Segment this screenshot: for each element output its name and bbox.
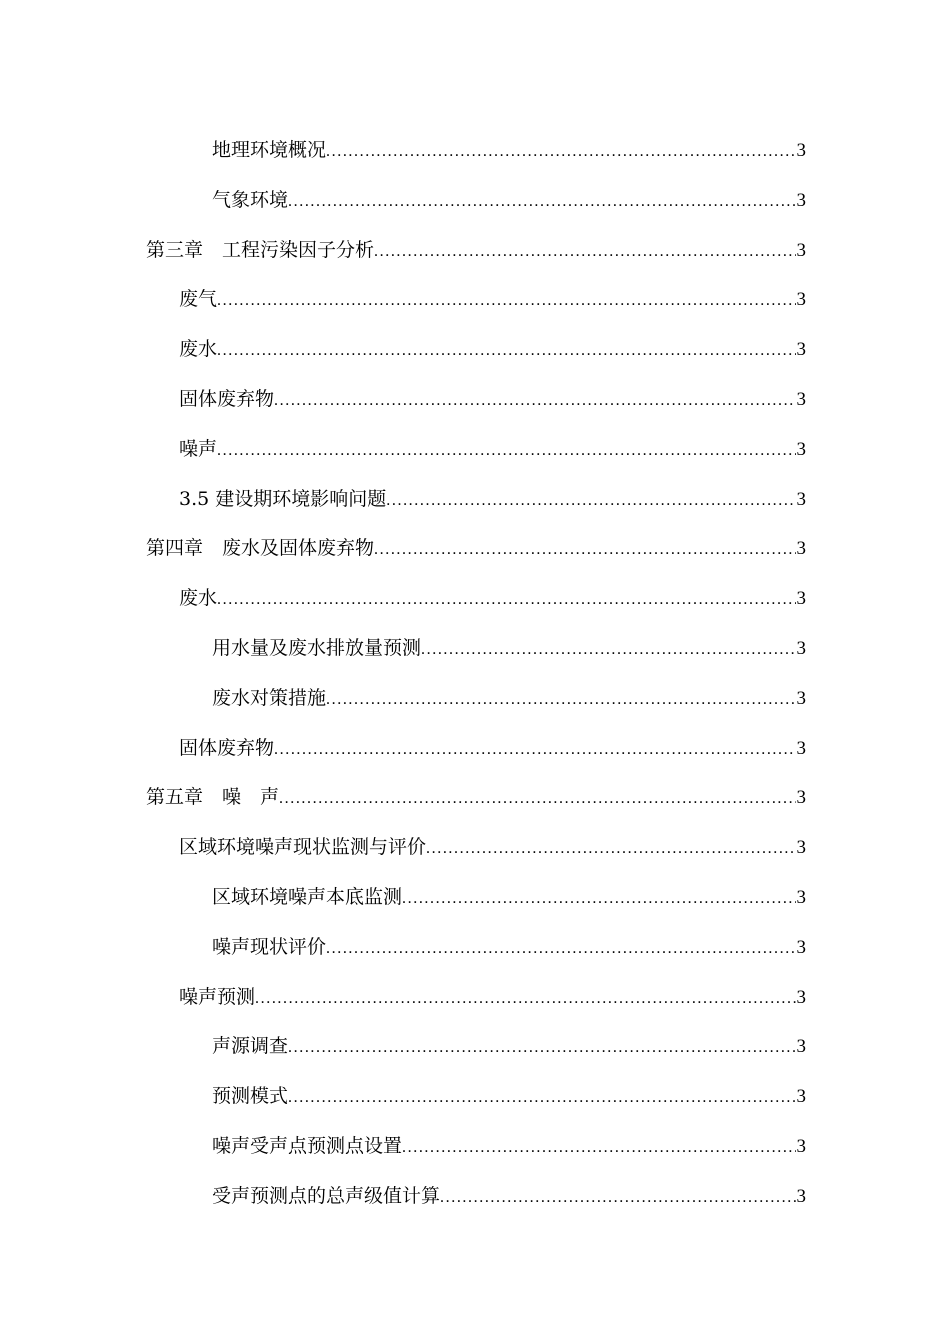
toc-entry[interactable] bbox=[146, 724, 806, 774]
toc-entry[interactable] bbox=[146, 873, 806, 923]
toc-entry-title: 废水 bbox=[179, 587, 218, 610]
toc-entry-page-number: 3 bbox=[796, 1086, 806, 1108]
toc-entry-page-number: 3 bbox=[796, 837, 806, 859]
toc-entry[interactable] bbox=[146, 275, 806, 325]
toc-dot-leader bbox=[274, 376, 795, 426]
toc-entry-title: 地理环境概况 bbox=[212, 139, 327, 161]
toc-entry-page-number: 3 bbox=[796, 737, 806, 759]
toc-entry-title: 固体废弃物 bbox=[179, 387, 275, 410]
toc-entry-title: 第三章 工程污染因子分析 bbox=[146, 238, 375, 261]
toc-entry[interactable] bbox=[146, 126, 806, 176]
toc-dot-leader bbox=[217, 326, 795, 376]
toc-entry[interactable] bbox=[146, 674, 806, 724]
toc-entry-title: 噪声现状评价 bbox=[212, 935, 327, 958]
toc-entry-page-number: 3 bbox=[796, 1185, 806, 1207]
toc-entry-page-number: 3 bbox=[796, 886, 806, 908]
toc-entry[interactable] bbox=[146, 773, 806, 823]
toc-entry[interactable] bbox=[146, 226, 806, 276]
toc-dot-leader bbox=[217, 426, 795, 476]
toc-entry[interactable] bbox=[146, 325, 806, 375]
toc-entry-title: 预测模式 bbox=[212, 1085, 289, 1108]
toc-dot-leader bbox=[426, 824, 795, 874]
toc-dot-leader bbox=[326, 675, 795, 725]
toc-entry[interactable] bbox=[146, 823, 806, 873]
toc-entry-title: 声源调查 bbox=[212, 1035, 289, 1058]
toc-entry[interactable] bbox=[146, 923, 806, 973]
toc-dot-leader bbox=[288, 177, 795, 227]
toc-entry-title: 废水对策措施 bbox=[212, 686, 327, 709]
toc-entry[interactable] bbox=[146, 973, 806, 1023]
toc-entry-title: 废水 bbox=[179, 338, 218, 361]
table-of-contents bbox=[146, 126, 806, 1222]
toc-entry-page-number: 3 bbox=[796, 488, 806, 510]
toc-entry-page-number: 3 bbox=[796, 289, 806, 311]
toc-entry[interactable] bbox=[146, 1022, 806, 1072]
toc-entry-page-number: 3 bbox=[796, 189, 806, 211]
toc-dot-leader bbox=[217, 276, 795, 326]
toc-entry[interactable] bbox=[146, 624, 806, 674]
toc-entry[interactable] bbox=[146, 1122, 806, 1172]
toc-dot-leader bbox=[386, 476, 795, 526]
toc-entry[interactable] bbox=[146, 425, 806, 475]
toc-entry-title: 区域环境噪声本底监测 bbox=[212, 885, 403, 908]
toc-entry-title: 气象环境 bbox=[212, 188, 289, 211]
toc-entry-title: 噪声受声点预测点设置 bbox=[212, 1134, 403, 1157]
toc-entry-page-number: 3 bbox=[796, 339, 806, 361]
toc-entry-title: 区域环境噪声现状监测与评价 bbox=[179, 836, 427, 859]
toc-dot-leader bbox=[255, 974, 795, 1024]
toc-dot-leader bbox=[402, 1123, 795, 1173]
toc-dot-leader bbox=[326, 127, 795, 177]
toc-entry[interactable] bbox=[146, 375, 806, 425]
toc-dot-leader bbox=[374, 227, 795, 277]
toc-entry-page-number: 3 bbox=[796, 936, 806, 958]
toc-dot-leader bbox=[326, 924, 795, 974]
toc-entry-page-number: 3 bbox=[796, 388, 806, 410]
toc-dot-leader bbox=[421, 625, 795, 675]
toc-entry-title: 受声预测点的总声级值计算 bbox=[212, 1184, 441, 1207]
toc-entry-page-number: 3 bbox=[796, 1036, 806, 1058]
toc-dot-leader bbox=[402, 874, 795, 924]
toc-entry-page-number: 3 bbox=[796, 588, 806, 610]
toc-entry-page-number: 3 bbox=[796, 637, 806, 659]
toc-entry-title: 固体废弃物 bbox=[179, 736, 275, 759]
toc-dot-leader bbox=[440, 1173, 795, 1223]
toc-entry[interactable] bbox=[146, 574, 806, 624]
toc-entry-title: 废气 bbox=[179, 288, 218, 311]
toc-dot-leader bbox=[279, 774, 795, 824]
toc-entry-title: 第四章 废水及固体废弃物 bbox=[146, 537, 375, 560]
toc-dot-leader bbox=[217, 575, 795, 625]
toc-entry-title: 用水量及废水排放量预测 bbox=[212, 636, 422, 659]
toc-entry[interactable] bbox=[146, 524, 806, 574]
toc-dot-leader bbox=[288, 1023, 795, 1073]
toc-entry-page-number: 3 bbox=[796, 687, 806, 709]
toc-entry[interactable] bbox=[146, 1072, 806, 1122]
toc-entry-title: 3.5 建设期环境影响问题 bbox=[179, 487, 387, 510]
toc-entry-page-number: 3 bbox=[796, 787, 806, 809]
toc-entry-page-number: 3 bbox=[796, 538, 806, 560]
toc-entry-title: 噪声 bbox=[179, 437, 218, 460]
toc-entry-page-number: 3 bbox=[796, 1135, 806, 1157]
toc-entry-page-number: 3 bbox=[796, 239, 806, 261]
toc-entry-page-number: 3 bbox=[796, 438, 806, 460]
toc-entry[interactable] bbox=[146, 1172, 806, 1222]
toc-entry-title: 噪声预测 bbox=[179, 985, 256, 1008]
toc-entry-title: 第五章 噪 声 bbox=[146, 786, 280, 809]
toc-entry-page-number: 3 bbox=[796, 140, 806, 161]
toc-dot-leader bbox=[274, 725, 795, 775]
toc-entry-page-number: 3 bbox=[796, 986, 806, 1008]
toc-dot-leader bbox=[374, 525, 795, 575]
toc-entry[interactable] bbox=[146, 176, 806, 226]
toc-entry[interactable] bbox=[146, 475, 806, 525]
toc-dot-leader bbox=[288, 1073, 795, 1123]
